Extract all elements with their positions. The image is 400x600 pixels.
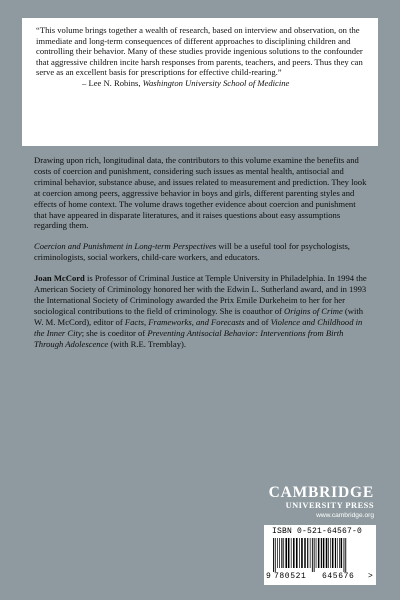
barcode-bar: [335, 538, 336, 568]
author-bio-paragraph: [34, 273, 370, 349]
barcode-bar: [330, 538, 331, 568]
barcode-bar: [312, 538, 313, 572]
barcode-bar: [275, 538, 276, 572]
author-name: Joan McCord: [34, 273, 85, 284]
barcode-bar: [339, 538, 340, 568]
barcode-bar: [326, 538, 328, 568]
endorsement-attribution: [36, 78, 366, 89]
bio-book-1: Origins of Crime: [284, 305, 343, 316]
barcode-bar: [299, 538, 300, 568]
publisher-url: www.cambridge.org: [316, 512, 374, 519]
barcode-bar: [279, 538, 280, 568]
barcode-bar: [304, 538, 306, 568]
barcode-bar: [281, 538, 282, 568]
endorsement-quote-box: [22, 18, 378, 146]
barcode-bar: [288, 538, 290, 568]
bio-book-4: Preventing Antisocial Behavior: Interventions from Birth Through Adolescence: [34, 327, 344, 349]
barcode-bar: [310, 538, 311, 568]
barcode-box: [264, 525, 376, 585]
barcode-bar: [273, 538, 274, 572]
blurb-column: [34, 155, 370, 360]
attribution-name: – Lee N. Robins,: [82, 77, 141, 88]
barcode-bar: [344, 538, 345, 572]
bio-text-5: (with R.E. Tremblay).: [108, 338, 187, 349]
barcode-digits-right: 645676: [322, 572, 355, 581]
barcode-end-mark: >: [368, 572, 373, 581]
barcode-bar: [301, 538, 303, 568]
barcode-bars: [272, 538, 368, 572]
description-paragraph: Drawing upon rich, longitudinal data, the contributors to this volume examine the benefits and costs of coercion and punishment, considering such issues as mental health, antisocial and criminal behavior, substance abuse, and issues related to measurement and prediction. They look at coercion among peers, aggressive behavior in boys and girls, different parenting styles and effects of home context. The volume draws together evidence about coercion and punishment that have appeared in disparate literatures, and it raises questions about easy assumptions regarding them.: [34, 155, 367, 231]
bio-book-3: Violence and Childhood in the Inner City: [34, 316, 363, 338]
barcode-bar: [307, 538, 308, 568]
barcode-bar: [291, 538, 292, 568]
barcode-digits: [266, 572, 374, 581]
bio-text-4: ; she is coeditor of: [81, 327, 148, 338]
barcode-bar: [277, 538, 278, 568]
audience-text: will be a useful tool for psychologists, criminologists, social workers, child-care workers, and educators.: [34, 241, 350, 263]
barcode-bar: [321, 538, 322, 568]
barcode-bar: [285, 538, 287, 568]
bio-text-1: is Professor of Criminal Justice at Temple University in Philadelphia. In 1994 the American Society of Criminology honored her with the Edwin L. Sutherland award, and in 1993 the International Society of Criminology awarded the Prix Emile Durkeheim to her for her sociological contributions to the field of criminology. She is coauthor of: [34, 273, 367, 316]
barcode-digit-first: 9: [266, 572, 271, 581]
publisher-logo: [258, 485, 374, 520]
barcode-bar: [314, 538, 315, 572]
endorsement-quote-text: “This volume brings together a wealth of research, based on interview and observation, on the immediate and long-term consequences of different approaches to disciplining children and controlling their behavior. Many of these studies provide ingenious solutions to the confounder that aggressive children incite harsh responses from parents, teachers, and peers. Thus they can serve as an excellent basis for prescriptions for effective child-rearing.”: [36, 25, 363, 78]
book-title-mention: Coercion and Punishment in Long-term Perspectives: [34, 241, 217, 252]
attribution-institution: Washington University School of Medicine: [142, 77, 290, 88]
barcode-bar: [345, 538, 346, 572]
barcode-bar: [328, 538, 329, 568]
barcode-digits-left: 780521: [274, 572, 307, 581]
barcode-bar: [341, 538, 343, 568]
publisher-name: CAMBRIDGE: [268, 484, 374, 501]
barcode-bar: [283, 538, 284, 568]
barcode-bar: [296, 538, 298, 568]
barcode-bar: [318, 538, 320, 568]
barcode-bar: [337, 538, 338, 568]
isbn-label: ISBN 0-521-64567-0: [272, 527, 363, 536]
bio-book-2: Facts, Frameworks, and Forecasts: [124, 316, 245, 327]
audience-paragraph: [34, 241, 370, 263]
bio-text-3: and of: [244, 316, 271, 327]
barcode-bar: [323, 538, 325, 568]
barcode-bar: [293, 538, 295, 568]
publisher-subtitle: UNIVERSITY PRESS: [285, 501, 374, 510]
barcode-bar: [332, 538, 334, 568]
barcode-bar: [316, 538, 317, 568]
bio-text-2: (with W. M. McCord), editor of: [34, 305, 364, 327]
